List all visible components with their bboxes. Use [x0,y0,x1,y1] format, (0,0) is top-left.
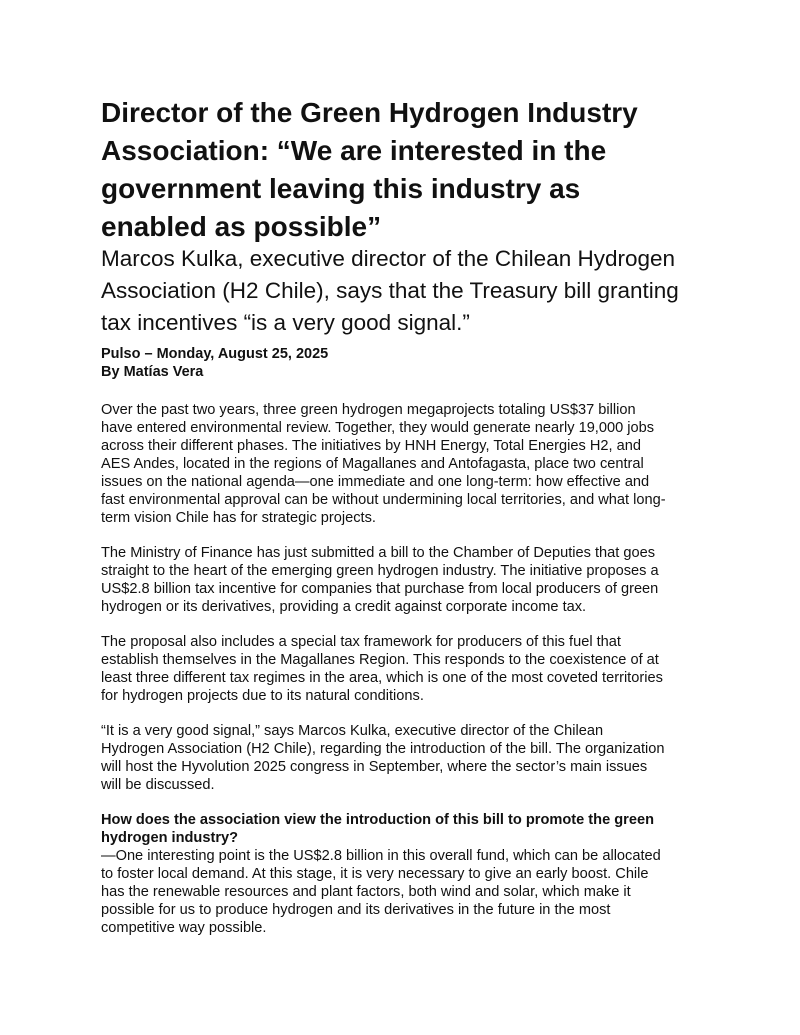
text-line: will be discussed. [101,777,215,793]
subtitle-line: Marcos Kulka, executive director of the Chilean Hydrogen [101,246,676,271]
text-line: Over the past two years, three green hydrogen megaprojects totaling US$37 billion [101,402,636,418]
text-line: least three different tax regimes in the area, which is one of the most coveted territories [101,670,663,686]
text-line: will host the Hyvolution 2025 congress in September, where the sector’s main issues [101,759,648,775]
text-line: Hydrogen Association (H2 Chile), regarding the introduction of the bill. The organization [101,741,665,757]
text-line: AES Andes, located in the regions of Magallanes and Antofagasta, place two central [101,456,644,472]
article-body [101,401,721,937]
article-subtitle [101,243,721,339]
dateline: Pulso – Monday, August 25, 2025 [101,346,329,362]
text-line: hydrogen industry? [101,830,239,846]
text-line: competitive way possible. [101,920,267,936]
text-line: The proposal also includes a special tax framework for producers of this fuel that [101,634,621,650]
text-line: issues on the national agenda—one immediate and one long-term: how effective and [101,474,650,490]
text-line: establish themselves in the Magallanes Region. This responds to the coexistence of at [101,652,659,668]
title-line: enabled as possible” [101,211,382,242]
text-line: —One interesting point is the US$2.8 billion in this overall fund, which can be allocated [101,848,661,864]
text-line: across their different phases. The initiatives by HNH Energy, Total Energies H2, and [101,438,641,454]
article [101,94,721,937]
text-line: to foster local demand. At this stage, it is very necessary to give an early boost. Chile [101,866,649,882]
text-line: fast environmental approval can be without undermining local territories, and what long- [101,492,666,508]
text-line: US$2.8 billion tax incentive for companies that purchase from local producers of green [101,581,659,597]
text-line: possible for us to produce hydrogen and its derivatives in the future in the most [101,902,611,918]
subtitle-line: Association (H2 Chile), says that the Treasury bill granting [101,278,679,303]
text-line: How does the association view the introduction of this bill to promote the green [101,812,654,828]
subtitle-line: tax incentives “is a very good signal.” [101,310,470,335]
text-line: for hydrogen projects due to its natural conditions. [101,688,424,704]
paragraph [101,633,721,705]
text-line: has the renewable resources and plant factors, both wind and solar, which make it [101,884,631,900]
title-line: Association: “We are interested in the [101,135,607,166]
text-line: The Ministry of Finance has just submitted a bill to the Chamber of Deputies that goes [101,545,656,561]
text-line: hydrogen or its derivatives, providing a credit against corporate income tax. [101,599,587,615]
text-line: term vision Chile has for strategic projects. [101,510,376,526]
text-line: straight to the heart of the emerging green hydrogen industry. The initiative proposes a [101,563,659,579]
text-line: “It is a very good signal,” says Marcos Kulka, executive director of the Chilean [101,723,604,739]
paragraph [101,544,721,616]
interview-question [101,811,721,847]
interview-answer [101,847,721,937]
article-title [101,94,721,246]
paragraph [101,722,721,794]
text-line: have entered environmental review. Together, they would generate nearly 19,000 jobs [101,420,655,436]
author: By Matías Vera [101,364,204,380]
paragraph [101,401,721,527]
interview-qa [101,811,721,937]
title-line: Director of the Green Hydrogen Industry [101,97,638,128]
title-line: government leaving this industry as [101,173,581,204]
byline [101,345,721,381]
